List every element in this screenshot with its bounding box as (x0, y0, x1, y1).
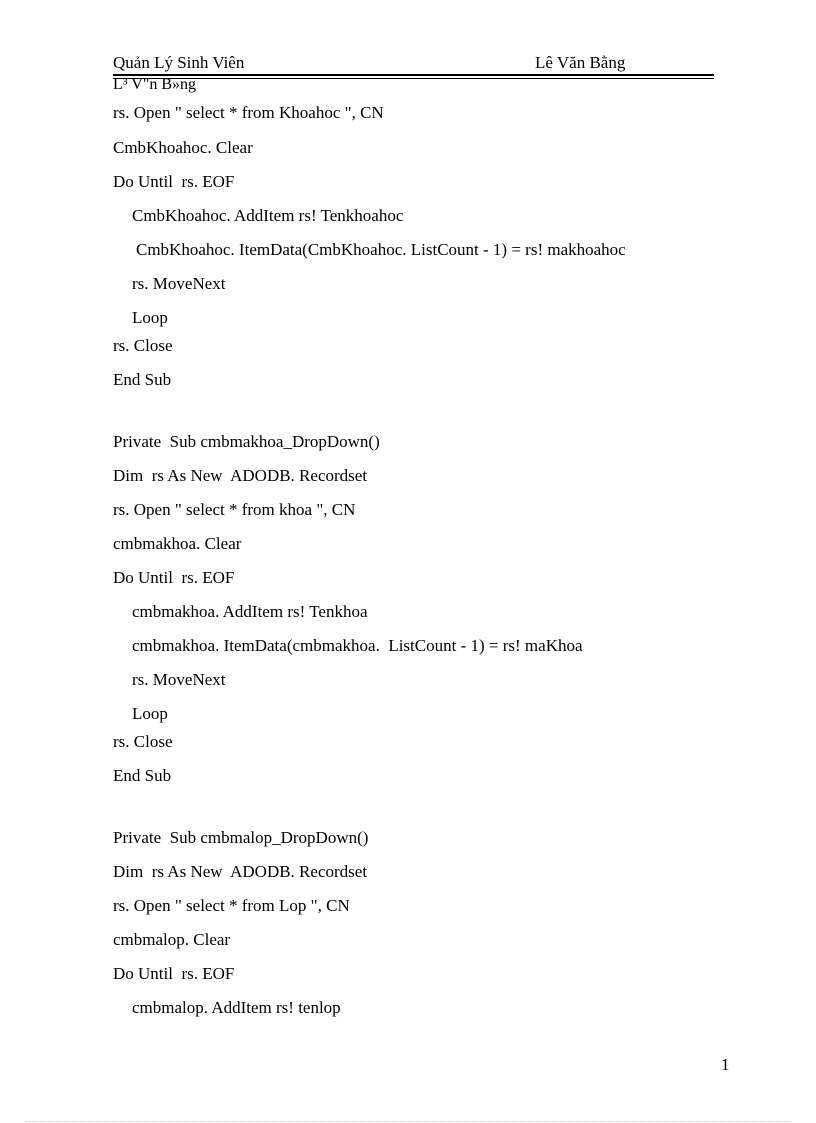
code-line: rs. Open " select * from Lop ", CN (113, 896, 350, 915)
code-line: rs. MoveNext (132, 274, 226, 293)
header-garbled-text: L³ V"n B»ng (113, 76, 197, 93)
code-line: End Sub (113, 766, 172, 785)
code-line: Loop (132, 704, 168, 723)
code-line: cmbmalop. Clear (113, 930, 231, 949)
header-right-author: Lê Văn Bằng (535, 53, 626, 72)
code-line: cmbmalop. AddItem rs! tenlop (132, 998, 341, 1017)
code-line: cmbmakhoa. AddItem rs! Tenkhoa (132, 602, 368, 621)
code-line: CmbKhoahoc. Clear (113, 138, 253, 157)
header-rule-thin (113, 78, 714, 79)
page-bottom-divider (25, 1121, 791, 1122)
code-line: rs. Close (113, 732, 173, 751)
code-line: CmbKhoahoc. AddItem rs! Tenkhoahoc (132, 206, 404, 225)
code-line: Private Sub cmbmalop_DropDown() (113, 828, 369, 847)
code-line: rs. Close (113, 336, 173, 355)
code-line: End Sub (113, 370, 172, 389)
header-rule-thick (113, 74, 714, 76)
code-line: CmbKhoahoc. ItemData(CmbKhoahoc. ListCount - 1) = rs! makhoahoc (136, 240, 626, 259)
code-line: rs. Open " select * from Khoahoc ", CN (113, 103, 384, 122)
code-line: Loop (132, 308, 168, 327)
code-line: Do Until rs. EOF (113, 568, 235, 587)
code-line: Dim rs As New ADODB. Recordset (113, 466, 368, 485)
code-line: cmbmakhoa. ItemData(cmbmakhoa. ListCount - 1) = rs! maKhoa (132, 636, 583, 655)
code-line: Do Until rs. EOF (113, 172, 235, 191)
code-line: cmbmakhoa. Clear (113, 534, 242, 553)
header-left-title: Quản Lý Sinh Viên (113, 53, 245, 72)
code-line: Do Until rs. EOF (113, 964, 235, 983)
code-line: rs. Open " select * from khoa ", CN (113, 500, 356, 519)
page-number: 1 (721, 1055, 730, 1074)
code-line: rs. MoveNext (132, 670, 226, 689)
code-line: Private Sub cmbmakhoa_DropDown() (113, 432, 380, 451)
code-line: Dim rs As New ADODB. Recordset (113, 862, 368, 881)
